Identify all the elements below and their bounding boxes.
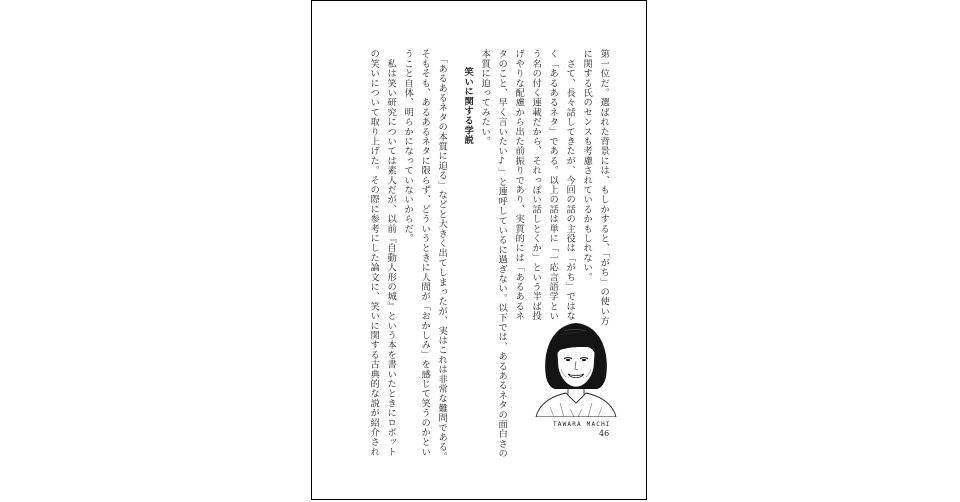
body-text-column: うこと自体、明らかになっていないからだ。 (402, 49, 414, 243)
body-text-column: 第一位だ。選ばれた背景には、もしかすると、「がち」の使い方 (598, 49, 610, 326)
body-text-column: さて、長々話してきたが、今回の話の主役は「がち」ではな (564, 49, 576, 321)
body-text-column: の笑いについて取り上げた。その際に参考にした論文に、笑いに関する古典的な説が紹介され (368, 49, 380, 457)
author-portrait (530, 317, 622, 417)
body-text-column: に関する氏のセンスも考慮されているかもしれない。 (581, 49, 593, 282)
portrait-caption: TAWARA MACHI (553, 421, 611, 428)
body-text-column: 私は笑い研究については素人だが、以前『自動人形の城』という本を書いたときにロボット (385, 49, 397, 457)
page-number: 46 (599, 429, 610, 438)
book-page (311, 0, 647, 500)
body-text-column: げやりな配慮から出た前振りであり、実質的には「あるあるネ (513, 49, 525, 321)
body-text-column: く「あるあるネタ」である。以上の話は単に「一応言語学とい (547, 49, 559, 321)
body-text-column: 本質に迫ってみたい。 (479, 49, 491, 146)
body-text-column: そもそも、あるあるネタに限らず、どういうときに人間が「おかしみ」を感じて笑うのかとい (419, 49, 431, 457)
body-text-column: う名の付く連載だから、それっぽい話しとくか」という半ば投 (530, 49, 542, 321)
body-text-column: 「あるあるネタの本質に迫る」などと大きく出てしまったが、実はこれは非常な難問である。 (436, 49, 448, 462)
section-heading: 笑いに関する学説 (462, 67, 474, 145)
body-text-column: タのこと、早く言いたい♪」と連呼しているに過ぎない。以下では、あるあるネタの面白さの (496, 49, 508, 459)
